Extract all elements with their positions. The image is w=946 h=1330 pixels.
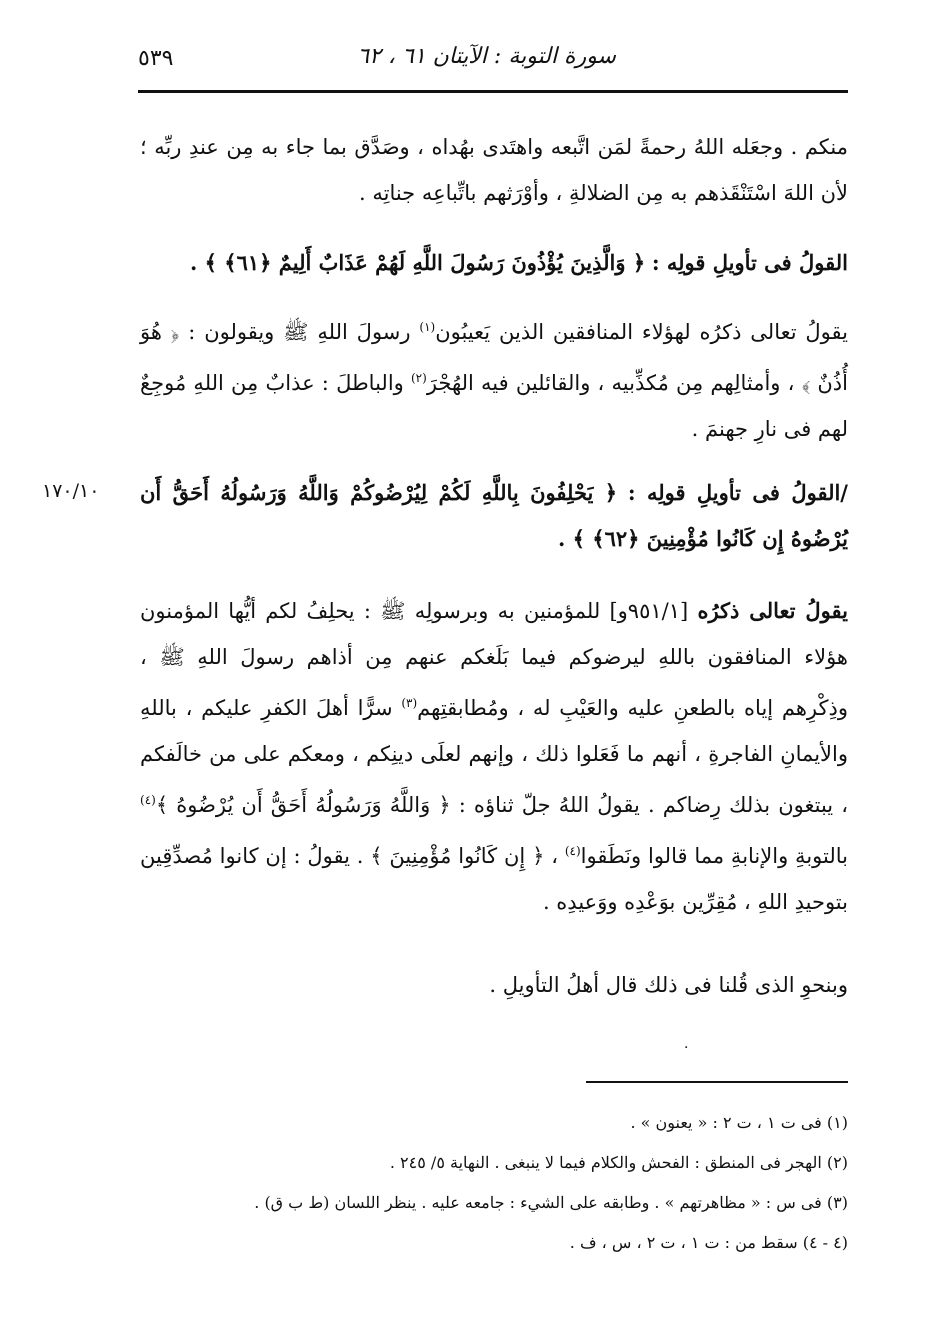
paragraph-3 (140, 588, 848, 925)
p2-text-a: يقولُ تعالى ذكرُه لهؤلاء المنافقين الذين يَعيبُون (435, 320, 848, 344)
footnote-marker-4b: (٤) (564, 844, 581, 858)
footnote-4: (٤ - ٤) سقط من : ت ١ ، ت ٢ ، س ، ف . (569, 1233, 848, 1252)
p3-text-b: سرًّا أهلَ الكفرِ عليكم ، باللهِ والأيمانِ الفاجرةِ ، أنهم ما فَعَلوا ذلك ، وإنهم لعلَى دينِكم ، ومعكم على من خالَفكم ، يبتغون بذلك رِضاكم . يقولُ اللهُ جلّ ثناؤه : ﴿ وَاللَّهُ وَرَسُولُهُ أَحَقُّ أَن يُرْضُوهُ ﴾ (140, 696, 848, 817)
paragraph-1: منكم . وجعَله اللهُ رحمةً لمَن اتَّبعه واهتَدى بهُداه ، وصَدَّق بما جاء به مِن عندِ ربِّه ؛ لأن اللهَ اسْتَنْقَذهم به مِن الضلالةِ ، وأوْرَثهم باتِّباعِه جناتِه . (140, 135, 848, 205)
p3-text-a: للمؤمنين به وبرسولِه ﷺ : يحلِفُ لكم أيُّها المؤمنون هؤلاء المنافقون باللهِ ليرضوكم فيما بَلَغكم عنهم مِن أذاهم رسولَ اللهِ ﷺ ، وذِكْرِهم إياه بالطعنِ عليه والعَيْبِ له ، ومُطابقتِهم (140, 599, 848, 720)
footnote-2: (٢) الهجر فى المنطق : الفحش والكلام فيما لا ينبغى . النهاية ٥/ ٢٤٥ . (389, 1153, 848, 1172)
paragraph-4: وبنحوِ الذى قُلنا فى ذلك قال أهلُ التأويلِ . (489, 973, 848, 997)
paragraph-2 (140, 304, 848, 452)
p3-lead: يقولُ تعالى ذكرُه (697, 598, 848, 623)
footnote-marker-1: (١) (419, 320, 436, 334)
margin-reference: ١٧٠/١٠ (42, 480, 100, 502)
footnote-rule (586, 1081, 848, 1083)
footnote-marker-3: (٣) (401, 696, 418, 710)
p2-text-c: والباطلَ : عذابٌ مِن اللهِ مُوجِعٌ لهم فى نارِ جهنمَ . (140, 371, 848, 441)
heading-verse-61 (140, 240, 848, 286)
p3-text-c: بالتوبةِ والإنابةِ مما قالوا ونَطَقوا (580, 844, 848, 868)
running-title: سورة التوبة : الآيتان ٦١ ، ٦٢ (357, 44, 616, 69)
manuscript-ref: [٩٥١/١و] (609, 599, 689, 623)
header-rule (138, 90, 848, 93)
stray-mark: · (684, 1040, 689, 1056)
footnote-3: (٣) فى س : « مظاهرتهم » . وطابقه على الشيء : جامعه عليه . ينظر اللسان (ط ب ق) . (254, 1193, 848, 1212)
heading-label: القولُ فى تأويلِ قولِه : (651, 250, 848, 275)
quran-verse-61: ﴿ وَالَّذِينَ يُؤْذُونَ رَسُولَ اللَّهِ لَهُمْ عَذَابٌ أَلِيمٌ ﴿٦١﴾ ﴾ . (190, 250, 646, 275)
p2-text-b: رسولَ اللهِ ﷺ ويقولون : ﴿ هُوَ أُذُنٌ ﴾ ، وأمثالِهم مِن مُكذِّبيه ، والقائلين فيه الهُجْرَ (140, 320, 848, 395)
footnote-marker-2: (٢) (410, 371, 427, 385)
p3-text-d: ، ﴿ إِن كَانُوا مُؤْمِنِينَ ﴾ . يقولُ : إن كانوا مُصدِّقِين بتوحيدِ اللهِ ، مُقِرِّين بوَعْدِه ووَعيدِه . (140, 844, 848, 914)
heading-verse-62 (140, 470, 848, 562)
footnote-1: (١) فى ت ١ ، ت ٢ : « يعنون » . (630, 1113, 848, 1132)
quran-verse-62: ﴿ يَحْلِفُونَ بِاللَّهِ لَكُمْ لِيُرْضُوكُمْ وَاللَّهُ وَرَسُولُهُ أَحَقُّ أَن يُرْضُوهُ إِن كَانُوا مُؤْمِنِينَ ﴿٦٢﴾ ﴾ . (140, 480, 848, 551)
page-number: ٥٣٩ (138, 46, 174, 71)
heading-label: /القولُ فى تأويلِ قولِه : (627, 480, 848, 505)
footnote-marker-4a: (٤) (140, 793, 156, 807)
